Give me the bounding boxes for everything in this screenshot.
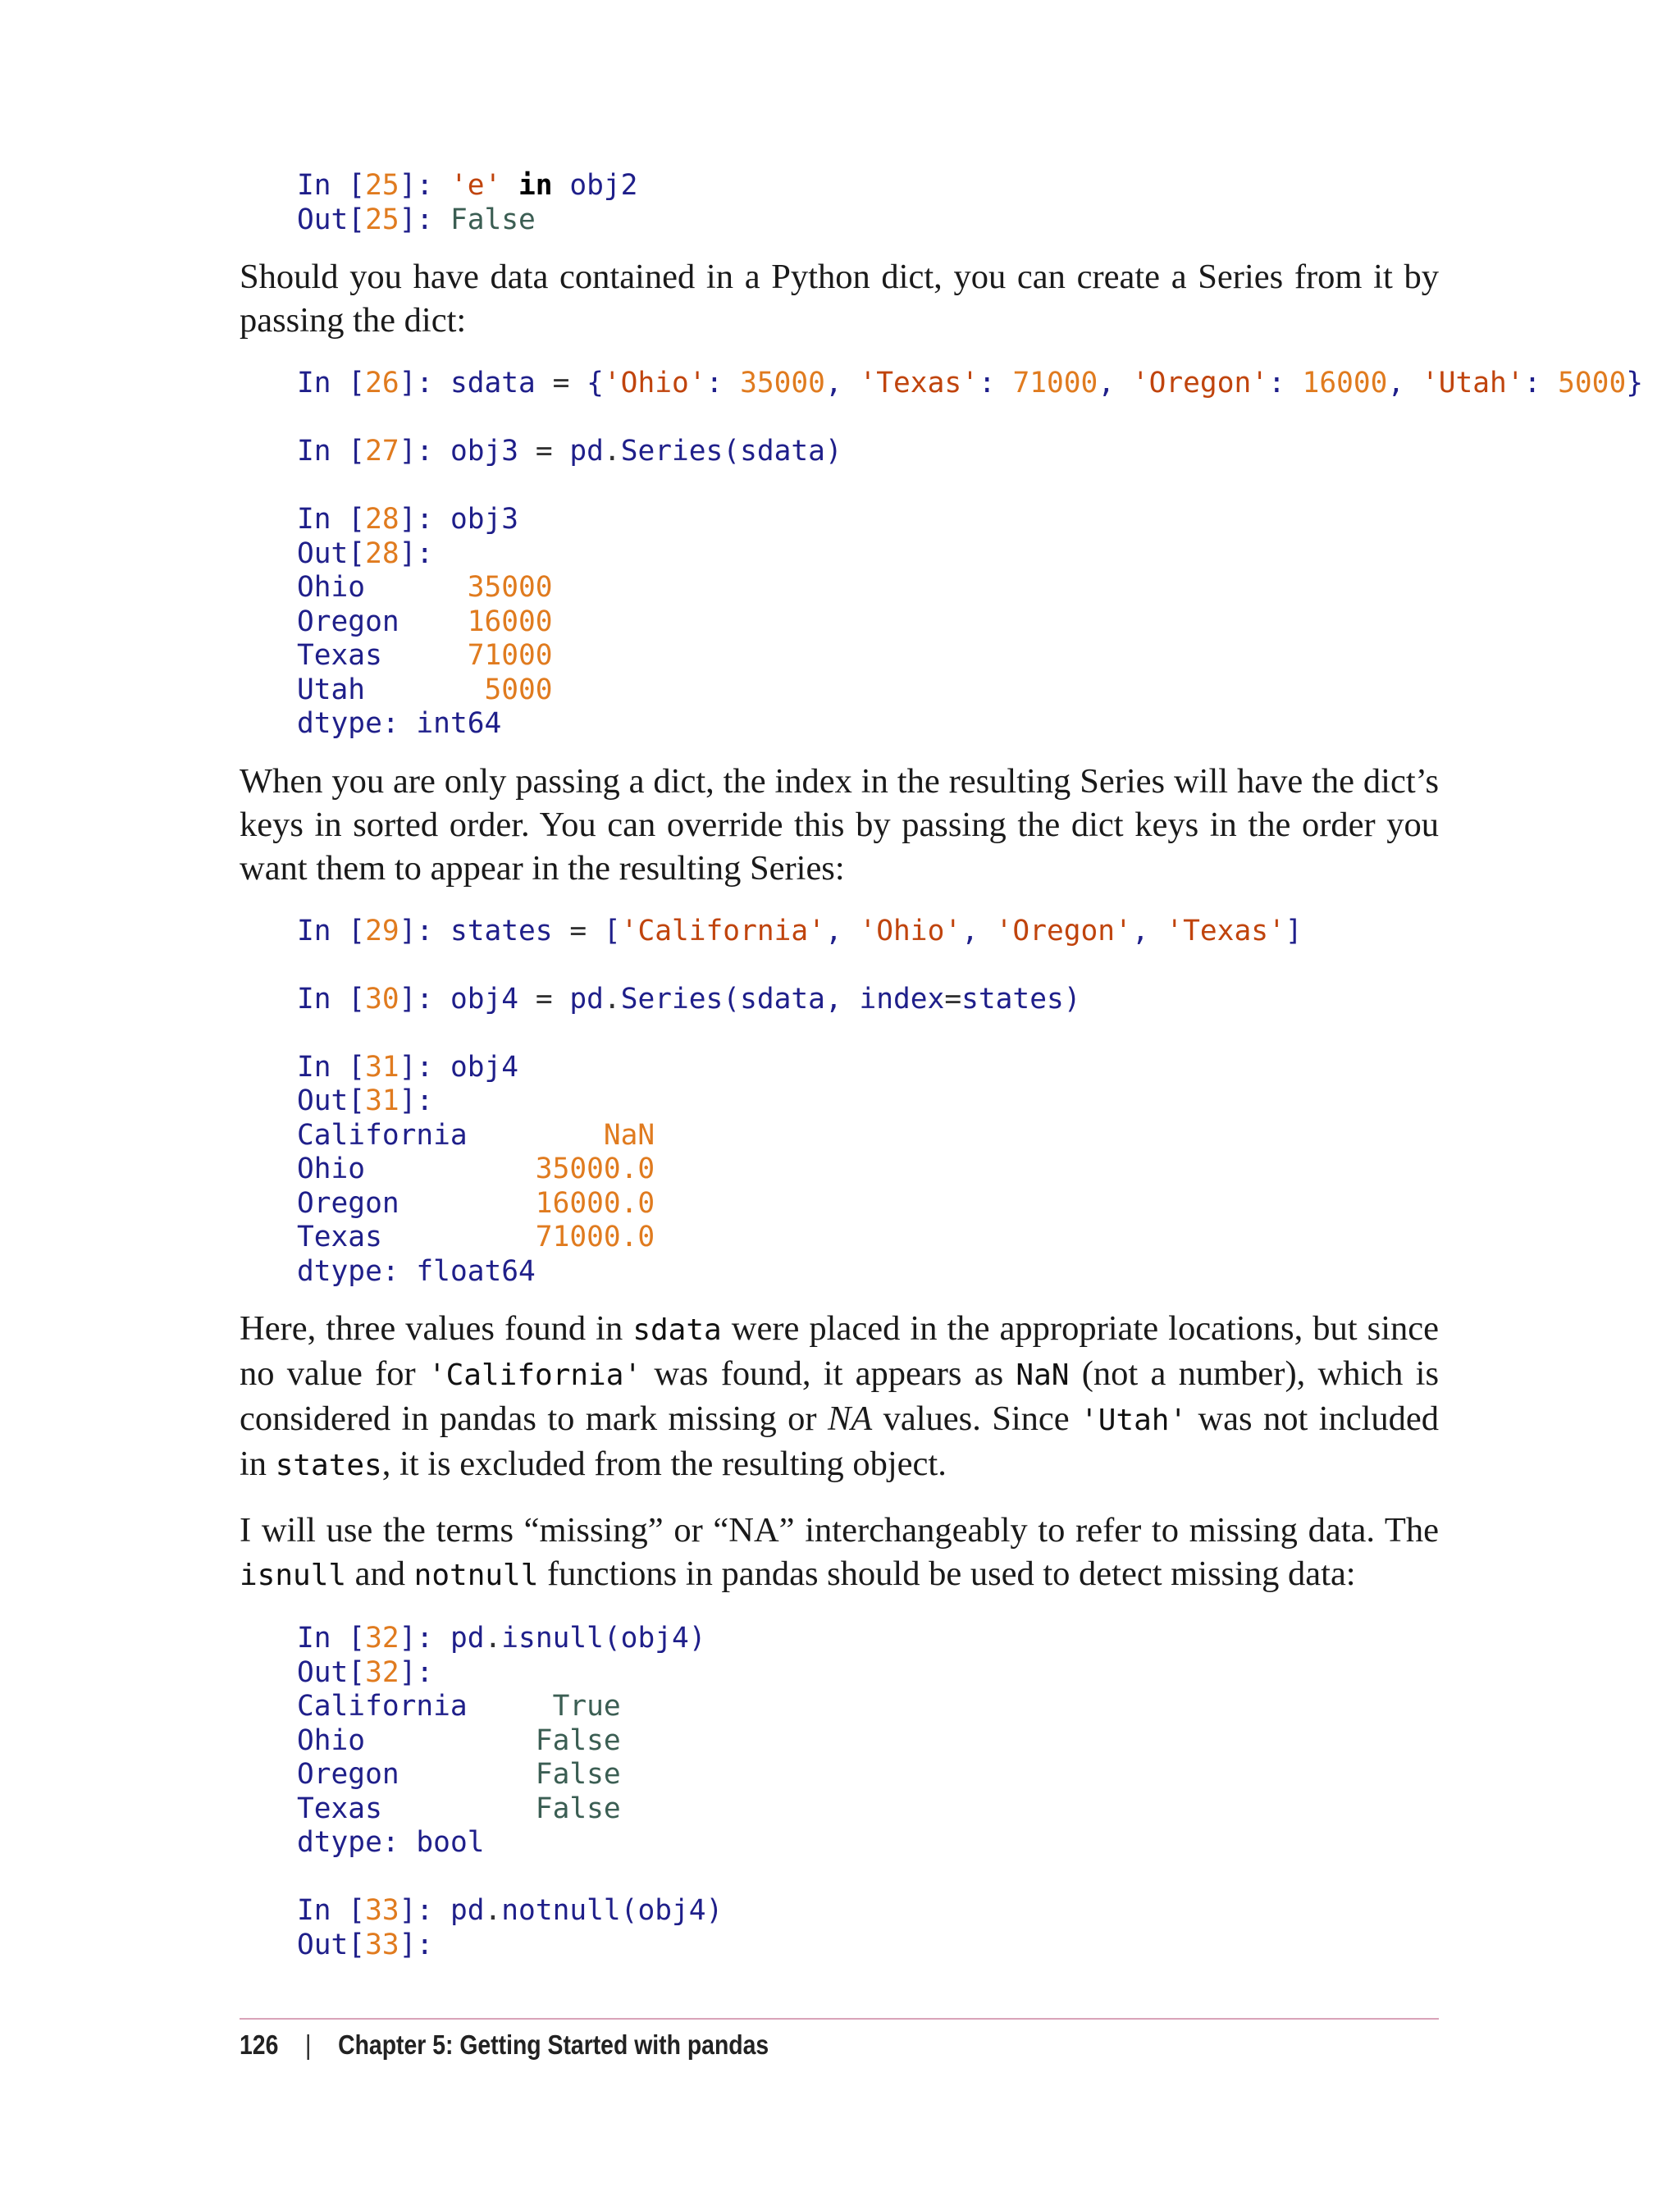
series-row: Oregon False: [297, 1758, 621, 1791]
code-line: In [31]: obj4: [297, 1050, 519, 1084]
series-row: Ohio 35000.0: [297, 1153, 655, 1185]
code-line: Out[32]:: [297, 1655, 434, 1689]
code-line: Out[28]:: [297, 536, 434, 570]
italic-na: NA: [827, 1399, 873, 1438]
dtype-line: dtype: int64: [297, 707, 502, 740]
inline-code-nan: NaN: [1016, 1358, 1070, 1392]
page-content: [240, 169, 1644, 1962]
inline-code-states: states: [275, 1449, 382, 1482]
inline-code-notnull: notnull: [413, 1559, 539, 1592]
dtype-line: dtype: float64: [297, 1254, 536, 1288]
dtype-line: dtype: bool: [297, 1826, 485, 1859]
code-line: In [29]: states = ['California', 'Ohio', 'Oregon', 'Texas']: [297, 914, 1303, 947]
series-row: Texas False: [297, 1792, 621, 1825]
series-row: California NaN: [297, 1118, 655, 1152]
page-number: 126: [240, 2029, 279, 2060]
series-row: Oregon 16000.0: [297, 1186, 655, 1220]
code-block-in25: [240, 169, 1439, 237]
series-row: Ohio False: [297, 1723, 621, 1757]
code-block-in26-28: [240, 367, 1644, 742]
paragraph-dict-intro: Should you have data contained in a Python dict, you can create a Series from it by passing the dict:: [240, 258, 1439, 340]
code-line: In [28]: obj3: [297, 503, 519, 536]
series-row: Texas 71000: [297, 639, 553, 672]
page-footer: [240, 2029, 769, 2061]
code-line: In [27]: obj3 = pd.Series(sdata): [297, 435, 842, 468]
code-line: In [32]: pd.isnull(obj4): [297, 1622, 706, 1655]
code-line: In [33]: pd.notnull(obj4): [297, 1894, 724, 1927]
code-line: In [30]: obj4 = pd.Series(sdata, index=states): [297, 982, 1081, 1016]
series-row: Utah 5000: [297, 673, 553, 706]
paragraph-nan-explanation: Here, three values found in sdata were placed in the appropriate locations, but since no value for 'California' was found, it appears as NaN (not a number), which is considered in pandas to mark missing or NA values. Since 'Utah' was not included in states, it is excluded from the resulting object.: [240, 1309, 1440, 1483]
code-line: In [25]: 'e' in obj2: [297, 169, 638, 202]
inline-code-sdata: sdata: [632, 1313, 722, 1347]
series-row: California True: [297, 1690, 621, 1723]
chapter-title: Chapter 5: Getting Started with pandas: [338, 2029, 769, 2060]
paragraph-sorted-keys: When you are only passing a dict, the index in the resulting Series will have the dict’s keys in sorted order. You can override this by passing the dict keys in the order you want them to appear in the resulting Series:: [240, 761, 1439, 888]
footer-separator: |: [305, 2029, 312, 2060]
code-line: Out[31]:: [297, 1084, 434, 1117]
inline-code-utah: 'Utah': [1080, 1404, 1188, 1437]
series-row: Texas 71000.0: [297, 1221, 655, 1253]
inline-code-isnull: isnull: [240, 1559, 347, 1592]
code-line: In [26]: sdata = {'Ohio': 35000, 'Texas': 71000, 'Oregon': 16000, 'Utah': 5000}: [297, 367, 1644, 399]
code-block-in29-31: [240, 915, 1439, 1290]
series-row: Ohio 35000: [297, 571, 553, 604]
code-line: Out[33]:: [297, 1928, 434, 1961]
code-block-in32-33: [240, 1622, 1439, 1962]
inline-code-california: 'California': [427, 1358, 642, 1392]
footer-divider: [240, 2018, 1439, 2020]
paragraph-missing-terms: I will use the terms “missing” or “NA” interchangeably to refer to missing data. The isnull and notnull functions in pandas should be used to detect missing data:: [240, 1511, 1439, 1593]
code-line: Out[25]: False: [297, 203, 536, 236]
series-row: Oregon 16000: [297, 605, 553, 638]
